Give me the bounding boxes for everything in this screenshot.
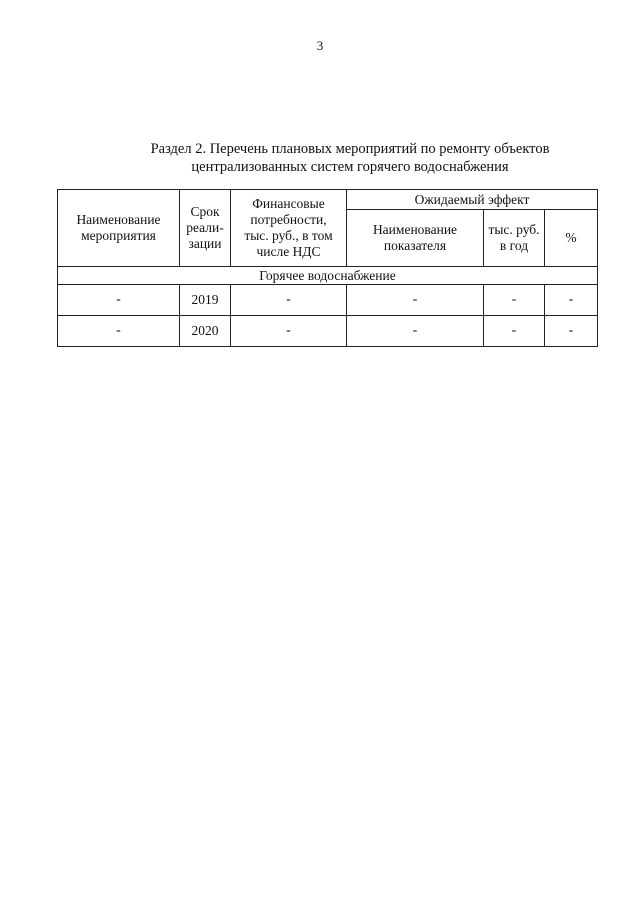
cell-rub-year: - (484, 316, 545, 347)
header-event-name: Наименование мероприятия (58, 190, 180, 267)
section-title-line-2: централизованных систем горячего водоснабжения (191, 159, 509, 175)
section-title-line-1: Раздел 2. Перечень плановых мероприятий по ремонту объектов (150, 141, 550, 157)
cell-year: 2019 (180, 285, 231, 316)
cell-percent: - (545, 316, 598, 347)
page-number: 3 (316, 38, 324, 53)
group-label-hot-water: Горячее водоснабжение (58, 267, 598, 285)
section-title (80, 140, 620, 176)
table-row (58, 285, 598, 316)
cell-indicator: - (347, 316, 484, 347)
table-row (58, 316, 598, 347)
header-term: Срок реали-зации (180, 190, 231, 267)
header-thousand-rub-per-year: тыс. руб. в год (484, 210, 545, 267)
header-finance: Финансовые потребности, тыс. руб., в том числе НДС (231, 190, 347, 267)
cell-percent: - (545, 285, 598, 316)
header-indicator-name: Наименование показателя (347, 210, 484, 267)
header-percent: % (545, 210, 598, 267)
cell-finance: - (231, 285, 347, 316)
cell-event-name: - (58, 316, 180, 347)
cell-rub-year: - (484, 285, 545, 316)
cell-indicator: - (347, 285, 484, 316)
header-expected-effect: Ожидаемый эффект (347, 190, 598, 210)
cell-finance: - (231, 316, 347, 347)
cell-year: 2020 (180, 316, 231, 347)
cell-event-name: - (58, 285, 180, 316)
events-table (57, 189, 598, 347)
